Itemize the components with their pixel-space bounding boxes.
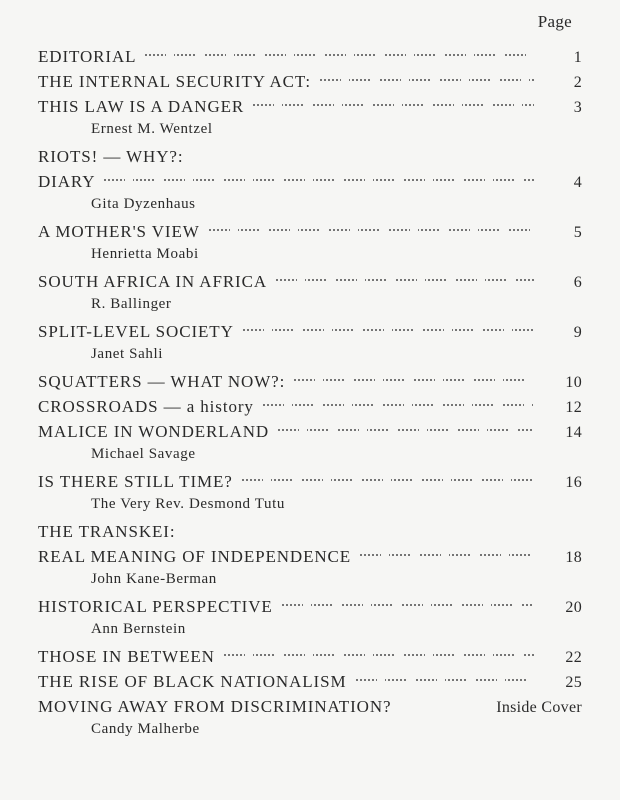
toc-entry-author: Ann Bernstein	[91, 621, 186, 637]
toc-entry-line	[38, 592, 582, 617]
toc-entry	[38, 392, 582, 417]
toc-entry-line	[38, 667, 582, 692]
toc-entry-page-number: 1	[573, 49, 582, 66]
toc-entry-title: SPLIT-LEVEL SOCIETY	[38, 322, 234, 341]
toc-entry-title: EDITORIAL	[38, 47, 137, 66]
dot-leader	[275, 267, 534, 287]
toc-entry	[38, 642, 582, 667]
toc-entry-line	[38, 267, 582, 292]
toc-entry	[38, 667, 582, 692]
toc-entry-page-number: 14	[565, 424, 582, 441]
toc-entry-line	[38, 467, 582, 492]
toc-entry-author: R. Ballinger	[91, 296, 172, 312]
table-of-contents	[38, 42, 582, 742]
toc-entry-author: Ernest M. Wentzel	[91, 121, 213, 137]
toc-entry-line	[38, 217, 582, 242]
toc-entry-line	[38, 692, 582, 717]
toc-entry-author: The Very Rev. Desmond Tutu	[91, 496, 285, 512]
toc-entry-title: REAL MEANING OF INDEPENDENCE	[38, 547, 352, 566]
dot-leader	[319, 67, 534, 87]
toc-entry	[38, 67, 582, 92]
toc-entry-title: THOSE IN BETWEEN	[38, 647, 215, 666]
toc-entry	[38, 517, 582, 542]
toc-entry-title: THIS LAW IS A DANGER	[38, 97, 245, 116]
toc-entry-page-number: 22	[565, 649, 582, 666]
toc-entry-title: IS THERE STILL TIME?	[38, 472, 233, 491]
toc-entry-line	[38, 542, 582, 567]
toc-entry-line	[38, 167, 582, 192]
toc-entry	[38, 692, 582, 742]
toc-entry-page-number: 16	[565, 474, 582, 491]
toc-entry	[38, 217, 582, 267]
dot-leader	[277, 417, 534, 437]
toc-entry-page-number: 18	[565, 549, 582, 566]
toc-entry-line	[38, 392, 582, 417]
toc-entry	[38, 142, 582, 167]
toc-entry-title: MALICE IN WONDERLAND	[38, 422, 270, 441]
toc-entry-line	[38, 92, 582, 117]
dot-leader	[223, 642, 534, 662]
dot-leader	[262, 392, 534, 412]
toc-entry-line	[38, 367, 582, 392]
toc-entry	[38, 417, 582, 467]
toc-entry	[38, 92, 582, 142]
toc-entry-page-number: 12	[565, 399, 582, 416]
dot-leader	[252, 92, 534, 112]
toc-entry-title: MOVING AWAY FROM DISCRIMINATION?	[38, 697, 392, 716]
toc-entry-title: THE TRANSKEI:	[38, 522, 176, 541]
toc-entry	[38, 317, 582, 367]
toc-entry	[38, 542, 582, 592]
toc-entry-title: HISTORICAL PERSPECTIVE	[38, 597, 273, 616]
dot-leader	[359, 542, 534, 562]
toc-entry	[38, 592, 582, 642]
toc-entry-line	[38, 642, 582, 667]
toc-entry-line	[38, 417, 582, 442]
toc-entry-page-number: 9	[573, 324, 582, 341]
dot-leader	[103, 167, 534, 187]
toc-entry-author: Candy Malherbe	[91, 721, 200, 737]
dot-leader	[355, 667, 535, 687]
toc-entry-page-number: 25	[565, 674, 582, 691]
dot-leader	[241, 467, 534, 487]
toc-entry-page-number: 3	[573, 99, 582, 116]
toc-entry-line	[38, 42, 582, 67]
toc-entry-title: DIARY	[38, 172, 96, 191]
toc-entry-title: RIOTS! — WHY?:	[38, 147, 184, 166]
toc-entry	[38, 267, 582, 317]
toc-entry	[38, 467, 582, 517]
toc-entry-line	[38, 142, 582, 167]
toc-entry-line	[38, 517, 582, 542]
toc-entry-author: Michael Savage	[91, 446, 196, 462]
toc-entry	[38, 42, 582, 67]
toc-entry-line	[38, 317, 582, 342]
toc-entry-title: SQUATTERS — WHAT NOW?:	[38, 372, 286, 391]
toc-entry-title: THE RISE OF BLACK NATIONALISM	[38, 672, 347, 691]
toc-entry-page-number: 10	[565, 374, 582, 391]
dot-leader	[208, 217, 534, 237]
toc-entry-line	[38, 67, 582, 92]
dot-leader	[293, 367, 534, 387]
toc-entry-page-number: Inside Cover	[496, 699, 582, 716]
toc-entry-title: SOUTH AFRICA IN AFRICA	[38, 272, 268, 291]
toc-entry-page-number: 4	[573, 174, 582, 191]
dot-leader	[242, 317, 534, 337]
toc-entry-title: THE INTERNAL SECURITY ACT:	[38, 72, 311, 91]
toc-entry-author: Henrietta Moabi	[91, 246, 199, 262]
toc-entry-title: CROSSROADS — a history	[38, 397, 254, 416]
toc-entry	[38, 367, 582, 392]
toc-entry-author: Gita Dyzenhaus	[91, 196, 196, 212]
toc-entry-page-number: 6	[573, 274, 582, 291]
toc-entry-page-number: 5	[573, 224, 582, 241]
toc-entry-page-number: 20	[565, 599, 582, 616]
dot-leader	[281, 592, 534, 612]
toc-entry-author: John Kane-Berman	[91, 571, 217, 587]
page-column-header: Page	[537, 12, 572, 31]
toc-entry	[38, 167, 582, 217]
dot-leader	[144, 42, 534, 62]
toc-entry-page-number: 2	[573, 74, 582, 91]
toc-entry-author: Janet Sahli	[91, 346, 164, 362]
toc-entry-title: A MOTHER'S VIEW	[38, 222, 200, 241]
